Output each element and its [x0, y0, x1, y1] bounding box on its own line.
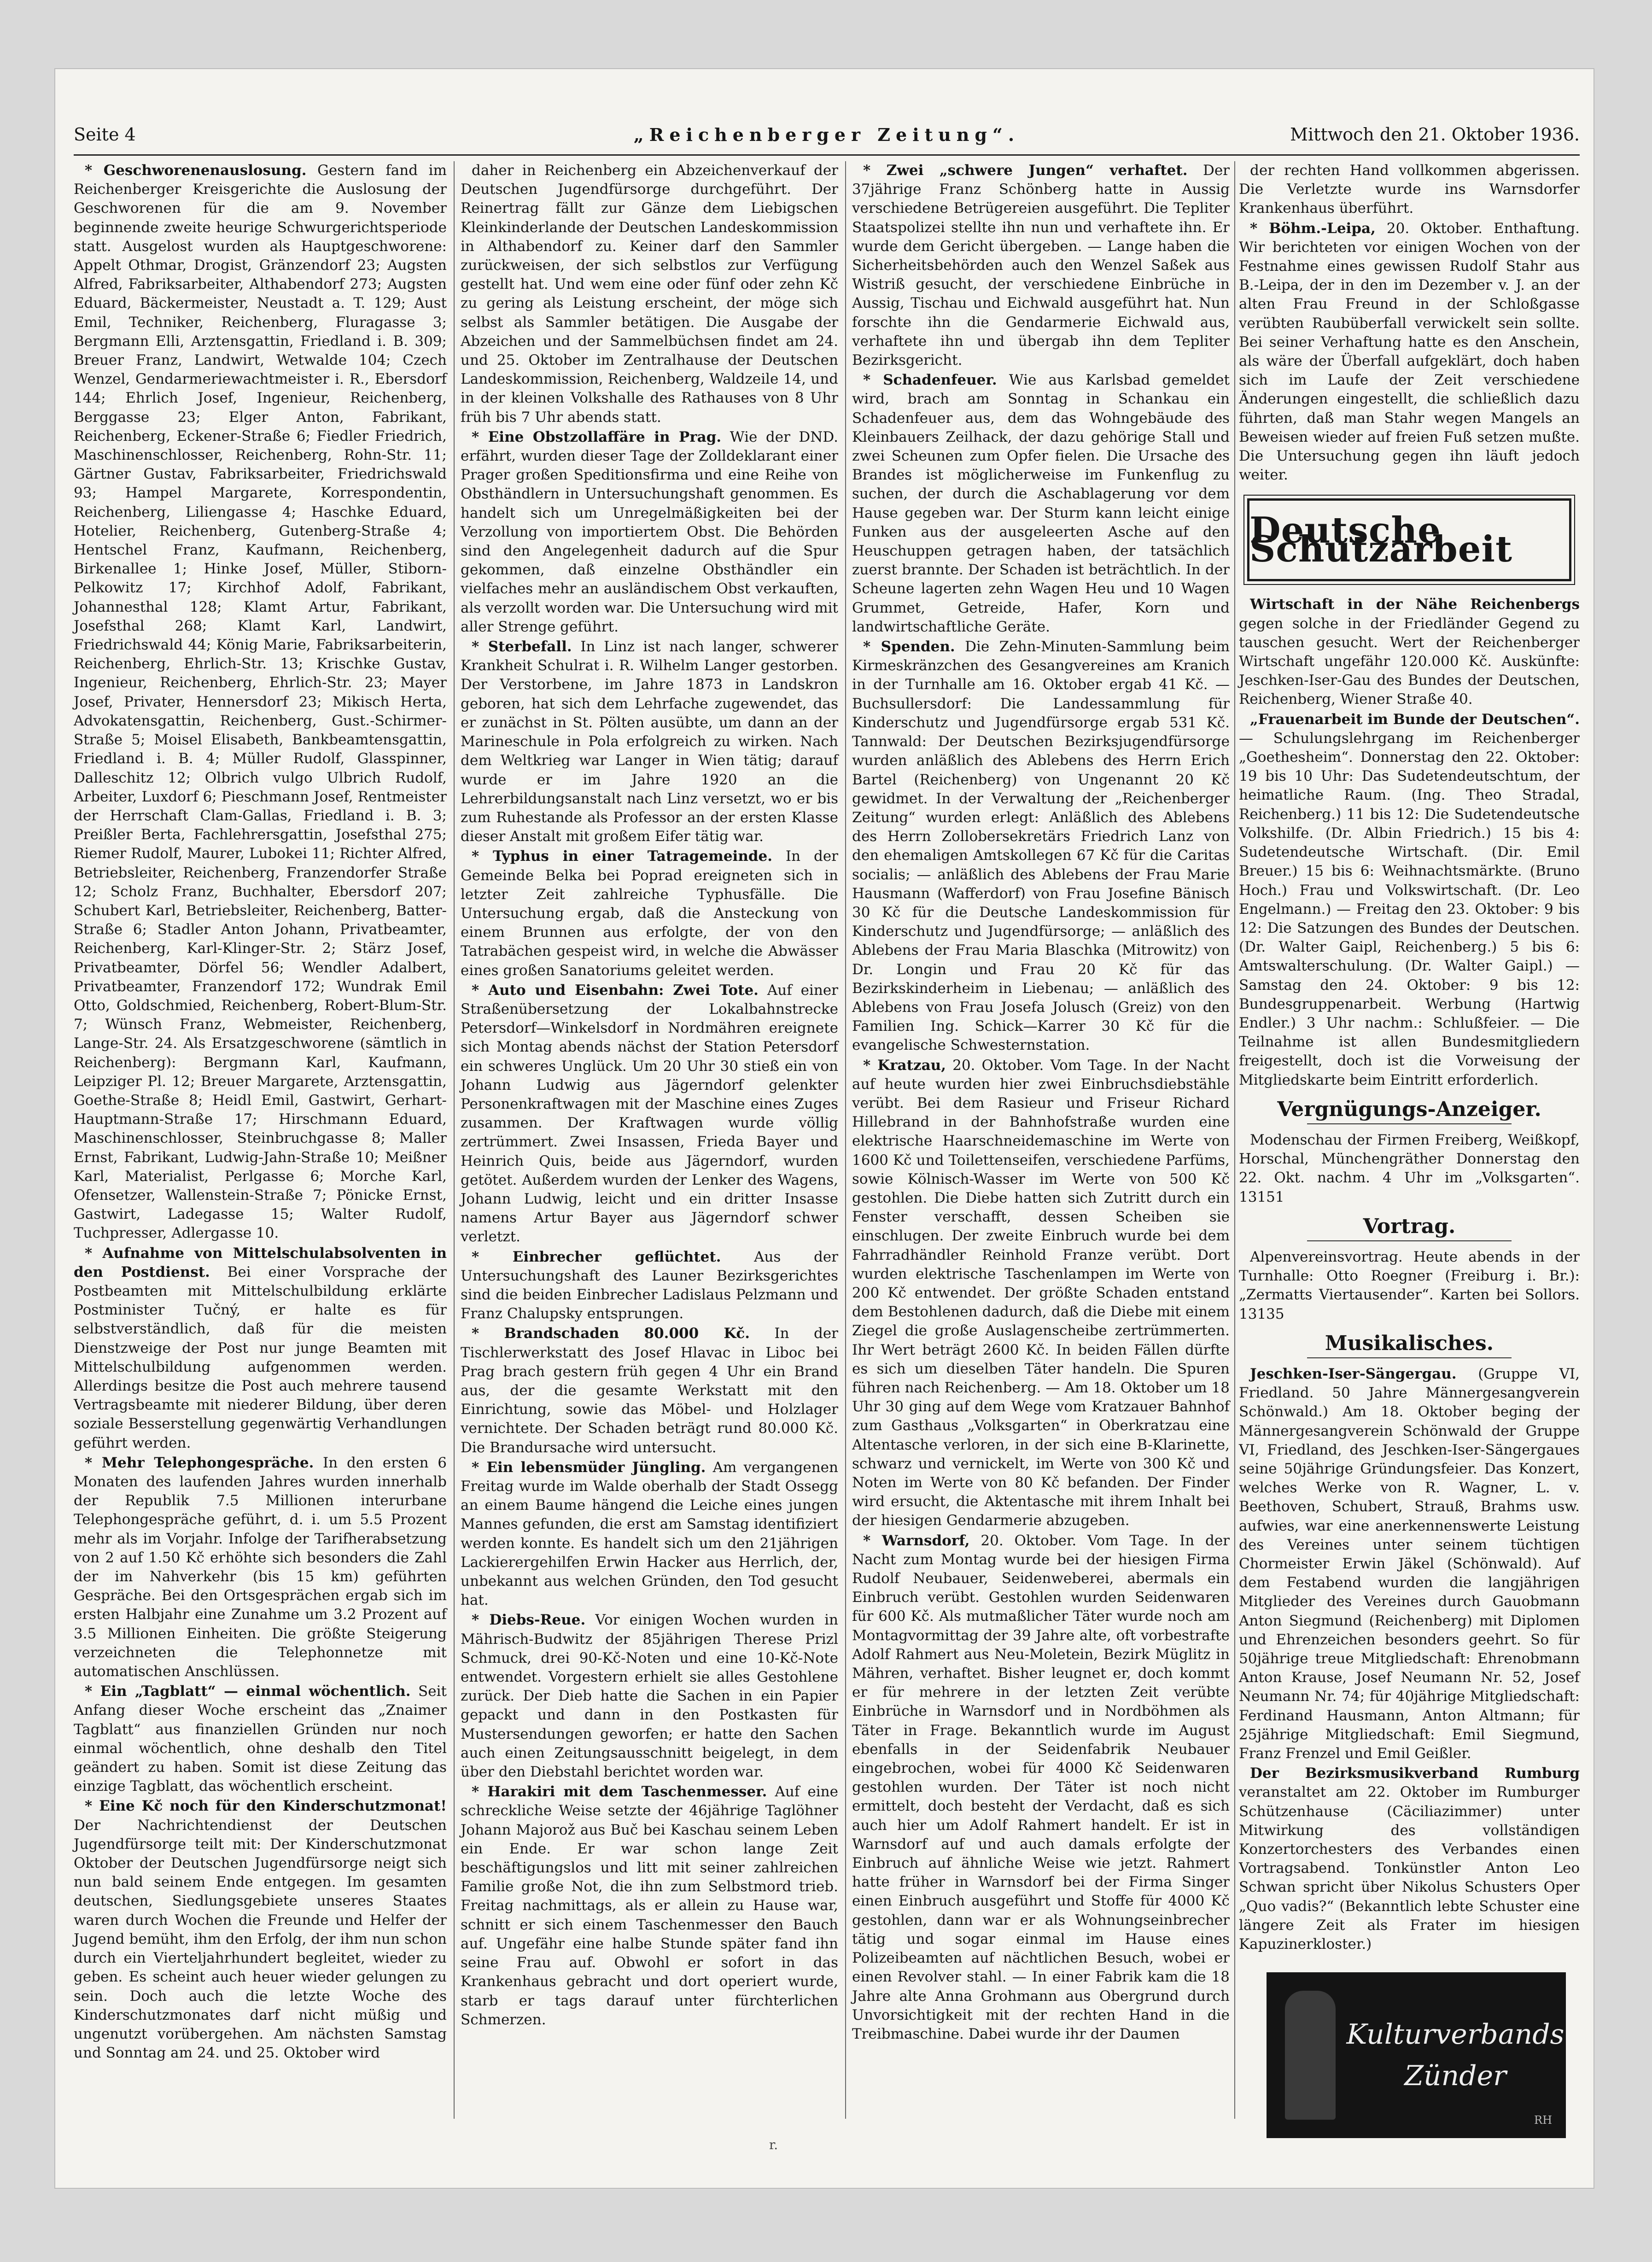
article-headline: * Ein lebensmüder Jüngling. [472, 1459, 706, 1476]
musik-items [1239, 1365, 1580, 1954]
ad-line-2: Zünder [1404, 2060, 1506, 2092]
article-headline: * Kratzau, [863, 1057, 946, 1074]
figure-illustration [1285, 1991, 1336, 2120]
article-paragraph [1239, 710, 1580, 1090]
article-text: Am vergangenen Freitag wurde im Walde oberhalb der Stadt Ossegg an einem Baume hängend die Leiche eines jungen Mannes gefunden, die erst am Samstag identifiziert werden konnte. Es handelt sich um den 21jährigen Lackierergehilfen Erwin Hacker aus Herrlich, der, unbekannt aus welchen Gründen, den Tod gesucht hat. [461, 1459, 838, 1609]
article-text: Der Nachrichtendienst der Deutschen Jugendfürsorge teilt mit: Der Kinderschutzmonat Oktober der Deutschen Jugendfürsorge neigt sich nun bald seinem Ende entgegen. Im gesamten deutschen, Siedlungsgebiete unseres Staates waren durch Wochen die Freunde und Helfer der Jugend bemüht, ihm den Erfolg, der ihm nun schon durch ein Vierteljahrhundert begleitet, wieder zu geben. Es scheint auch heuer wieder gelungen zu sein. Doch auch die letzte Woche des Kinderschutzmonates darf nicht müßig und ungenutzt vorübergehen. Am nächsten Samstag und Sonntag am 24. und 25. Oktober wird [74, 1817, 447, 2062]
ad-line-1: Kulturverbands [1346, 2018, 1564, 2051]
article-text: Die Zehn-Minuten-Sammlung beim Kirmeskränzchen des Gesangvereines am Kranich in der Turnhalle am 16. Oktober ergab 41 Kč. — Buchsullersdorf: Die Landessammlung für Kinderschutz und Jugendfürsorge ergab 531 Kč. Tannwald: Der Deutschen Bezirksjugendfürsorge wurden anläßlich des Ablebens des Herrn Erich Bartel (Reichenberg) von Ungenannt 20 Kč gewidmet. In der Verwaltung der „Reichenberger Zeitung“ wurden erlegt: Anläßlich des Ablebens des Herrn Zollobersekretärs Friedrich Lanz von den ehemaligen Amtskollegen 67 Kč für die Caritas socialis; — anläßlich des Ablebens der Frau Marie Hausmann (Wafferdorf) von Frau Josefine Bänisch 30 Kč für die Deutsche Landeskommission für Kinderschutz und Jugendfürsorge; — anläßlich des Ablebens der Frau Maria Blaschka (Mitrowitz) von Dr. Longin und Frau 20 Kč für das Bezirkskinderheim in Liebenau; — anläßlich des Ablebens von Frau Josefa Jolusch (Greiz) von den Familien Ing. Schick—Karrer 30 Kč für die evangelische Schwesternstation. [852, 638, 1230, 1054]
article-text: In der Gemeinde Belka bei Poprad ereigneten sich in letzter Zeit zahlreiche Typhusfälle. Die Untersuchung ergab, daß die Ansteckung von einem Brunnen aus erfolgte, der von den Tatrabächen gespeist wird, in welche die Abwässer eines großen Sanatoriums geleitet werden. [461, 848, 839, 979]
article-text: Wie der DND. erfährt, wurden dieser Tage der Zolldeklarant einer Prager großen Speditionsfirma und eine Reihe von Obsthändlern in Untersuchungshaft genommen. Es handelt sich um Unregelmäßigkeiten bei der Verzollung von importiertem Obst. Die Behörden sind den Angelegenheit dadurch auf die Spur gekommen, daß einzelne Obsthändler ein vielfaches mehr an ausländischem Obst verkauften, als verzollt worden war. Die Untersuchung wird mit aller Strenge geführt. [461, 428, 838, 635]
article-paragraph [461, 1611, 838, 1782]
musik-heading: Musikalisches. [1325, 1331, 1494, 1355]
article-paragraph [1239, 1764, 1580, 1954]
article-paragraph [1239, 595, 1580, 709]
article-paragraph [852, 637, 1230, 1055]
article-headline: Jeschken-Iser-Sängergau. [1250, 1365, 1457, 1382]
article-headline: * Auto und Eisenbahn: Zwei Tote. [472, 982, 759, 999]
article-text: Der 37jährige Franz Schönberg hatte in Aussig verschiedene Betrügereien ausgeführt. Die Tepliter Staatspolizei stellte ihn nun und verhaftete ihn. Er wurde dem Gericht übergeben. — Lange haben die Sicherheitsbehörden auch den Wenzel Saßek aus Wistriß gesucht, der verschiedene Einbrüche in Aussig, Tischau und Eichwald ausgeführt hat. Nun forschte ihn die Gendarmerie Eichwald aus, verhaftete ihn und übergab ihn dem Tepliter Bezirksgericht. [852, 162, 1230, 369]
article-paragraph [461, 981, 838, 1247]
article-paragraph [461, 161, 838, 427]
article-text: Auf einer Straßenübersetzung der Lokalbahnstrecke Petersdorf—Winkelsdorf in Nordmähren ereignete sich Montag abends nächst der Station Petersdorf ein schweres Unglück. Um 20 Uhr 30 stieß ein von Johann Ludwig aus Jägerndorf gelenkter Personenkraftwagen mit der Maschine eines Zuges zusammen. Der Kraftwagen wurde völlig zertrümmert. Zwei Insassen, Frieda Bayer und Heinrich Quis, beide aus Jägerndorf, wurden getötet. Außerdem wurden der Lenker des Wagens, Johann Ludwig, leicht und ein dritter Insasse namens Artur Bayer aus Jägerndorf schwer verletzt. [461, 982, 838, 1245]
article-paragraph [461, 1783, 838, 2029]
article-headline: * Harakiri mit dem Taschenmesser. [472, 1783, 767, 1800]
column-divider [1234, 161, 1235, 2119]
article-headline: * Diebs-Reue. [472, 1612, 586, 1629]
article-paragraph [74, 161, 447, 1243]
page-header [74, 124, 1580, 152]
article-text: gegen solche in der Friedländer Gegend zu tauschen gesucht. Wert der Reichenberger Wirtschaft ungefähr 120.000 Kč. Auskünfte: Jeschken-Iser-Gau des Bundes der Deutschen, Reichenberg, Wiener Straße 40. [1239, 615, 1580, 708]
article-text: In der Tischlerwerkstatt des Josef Hlavac in Liboc bei Prag brach gestern früh gegen 4 Uhr ein Brand aus, der die gesamte Werkstatt mit den Einrichtung, sowie das Möbel- und Holzlager vernichtete. Der Schaden beträgt rund 80.000 Kč. Die Brandursache wird untersucht. [461, 1325, 838, 1456]
column-4 [1239, 161, 1580, 2127]
article-headline: * Typhus in einer Tatragemeinde. [472, 848, 773, 865]
schutzarbeit-banner: Deutsche Schutzarbeit [1247, 498, 1571, 581]
article-text: Gestern fand im Reichenberger Kreisgerichte die Auslosung der Geschworenen für die am 9. November beginnende zweite heurige Schwurgerichtsperiode statt. Ausgelost wurden als Hauptgeschworene: Appelt Othmar, Drogist, Gränzendorf 23; Augsten Alfred, Fabriksarbeiter, Althabendorf 273; Augsten Eduard, Bäckermeister, Neustadt a. T. 129; Aust Emil, Techniker, Reichenberg, Fluragasse 3; Bergmann Elli, Arztensgattin, Friedland i. B. 309; Breuer Franz, Landwirt, Wetwalde 104; Czech Wenzel, Gendarmeriewachtmeister i. R., Ebersdorf 144; Ehrlich Josef, Ingenieur, Reichenberg, Berggasse 23; Elger Anton, Fabrikant, Reichenberg, Eckener-Straße 6; Fiedler Friedrich, Maschinenschlosser, Reichenberg, Rohn-Str. 11; Gärtner Gustav, Fabriksarbeiter, Friedrichswald 93; Hampel Margarete, Korrespondentin, Reichenberg, Liliengasse 4; Haschke Eduard, Hotelier, Reichenberg, Gutenberg-Straße 4; Hentschel Franz, Kaufmann, Reichenberg, Birkenallee 1; Hinke Josef, Müller, Stiborn-Pelkowitz 17; Kirchhof Adolf, Fabrikant, Johannesthal 128; Klamt Artur, Fabrikant, Josefsthal 268; Klamt Karl, Landwirt, Friedrichswald 44; König Marie, Fabriksarbeiterin, Reichenberg, Ehrlich-Str. 13; Krischke Gustav, Ingenieur, Reichenberg, Ehrlich-Str. 23; Mayer Josef, Privater, Hennersdorf 23; Mikisch Herta, Advokatensgattin, Reichenberg, Gust.-Schirmer-Straße 5; Moisel Elisabeth, Bankbeamtensgattin, Friedland i. B. 4; Müller Rudolf, Glasspinner, Dalleschitz 12; Olbrich vulgo Ulbrich Rudolf, Arbeiter, Luxdorf 6; Pieschmann Josef, Rentmeister der Herrschaft Clam-Gallas, Friedland i. B. 3; Preißler Berta, Fachlehrersgattin, Josefsthal 275; Riemer Rudolf, Maurer, Lubokei 11; Richter Alfred, Betriebsleiter, Reichenberg, Franzendorfer Straße 12; Scholz Franz, Buchhalter, Ebersdorf 207; Schubert Karl, Betriebsleiter, Reichenberg, Batter-Straße 6; Stadler Anton Johann, Privatbeamter, Reichenberg, Karl-Klinger-Str. 2; Stärz Josef, Privatbeamter, Dörfel 56; Wendler Adalbert, Privatbeamter, Franzendorf 172; Wundrak Emil Otto, Goldschmied, Reichenberg, Robert-Blum-Str. 7; Wünsch Franz, Webmeister, Reichenberg, Lange-Str. 24. Als Ersatzgeschworene (sämtlich in Reichenberg): Bergmann Karl, Kaufmann, Leipziger Pl. 12; Breuer Margarete, Arztensgattin, Goethe-Straße 8; Heidl Emil, Gastwirt, Gerhart-Hauptmann-Straße 17; Hirschmann Eduard, Maschinenschlosser, Steinbruchgasse 8; Maller Ernst, Fabrikant, Ludwig-Jahn-Straße 10; Meißner Karl, Materialist, Perlgasse 6; Morche Karl, Ofensetzer, Wallenstein-Straße 7; Pönicke Ernst, Gastwirt, Ladegasse 15; Walter Rudolf, Tuchpresser, Adlergasse 10. [74, 162, 447, 1242]
article-paragraph [461, 847, 838, 980]
article-text: 20. Oktober. Vom Tage. In der Nacht auf heute wurden hier zwei Einbruchsdiebstähle verübt. Bei dem Rasieur und Friseur Richard Hillebrand in der Bahnhofstraße wurden eine elektrische Haarschneidemaschine im Werte von 1600 Kč und Toilettenseifen, verschiedene Parfüms, sowie Kölnisch-Wasser im Werte von 500 Kč gestohlen. Die Diebe hatten sich Zutritt durch ein Fenster verschafft, dessen Scheiben sie einschlugen. Der zweite Einbruch wurde bei dem Fahrradhändler Reinhold Franze verübt. Dort wurden elektrische Taschenlampen im Werte von 200 Kč entwendet. Der größte Schaden entstand dem Bestohlenen dadurch, daß die Diebe mit einem Ziegel die große Auslagenscheibe zertrümmerten. Ihr Wert beträgt 2600 Kč. In beiden Fällen dürfte es sich um dieselben Täter handeln. Die Spuren führen nach Reichenberg. — Am 18. Oktober um 18 Uhr 30 ging auf dem Wege vom Kratzauer Bahnhof zum Gasthaus „Volksgarten“ in Oberkratzau eine Altentasche verloren, in der sich eine B-Klarinette, schwarz und vernickelt, im Werte von 300 Kč und Noten im Werte von 80 Kč befanden. Der Finder wird ersucht, die Aktentasche mit ihrem Inhalt bei der hiesigen Gendarmerie abzugeben. [852, 1057, 1230, 1529]
article-paragraph [1239, 1365, 1580, 1763]
article-paragraph [461, 1458, 838, 1610]
article-paragraph [74, 1454, 447, 1681]
article-text: Seit Anfang dieser Woche erscheint das „Znaimer Tagblatt“ aus finanziellen Gründen nur noch einmal wöchentlich, ohne deshalb den Titel geändert zu haben. Somit ist diese Zeitung das einzige Tagblatt, das wöchentlich erscheint. [74, 1683, 447, 1795]
schutzarbeit-items [1239, 595, 1580, 1089]
vortrag-heading: Vortrag. [1363, 1214, 1456, 1238]
article-text: Vor einigen Wochen wurden in Mährisch-Budwitz der 85jährigen Therese Prizl Schmuck, drei 90-Kč-Noten und eine 10-Kč-Note entwendet. Vorgestern erhielt sie alles Gestohlene zurück. Der Dieb hatte die Sachen in ein Papier gepackt und dann in den Postkasten für Mustersendungen geworfen; er hatte den Sachen auch einen Zeitungsausschnitt beigelegt, in dem über den Diebstahl berichtet worden war. [461, 1612, 838, 1781]
article-paragraph [461, 1248, 838, 1324]
article-headline: * Eine Kč noch für den Kinderschutzmonat! [85, 1798, 447, 1815]
article-text: Bei einer Vorsprache der Postbeamten mit Mittelschulbildung erklärte Postminister Tučný, er halte es für selbstverständlich, daß für die meisten Dienstzweige der Post nur junge Beamten mit Mittelschulbildung aufgenommen werden. Allerdings besitze die Post auch mehrere tausend Vertragsbeamte mit niederer Bildung, über deren soziale Besserstellung gegenwärtig Verhandlungen geführt werden. [74, 1263, 447, 1451]
article-text: In den ersten 6 Monaten des laufenden Jahres wurden innerhalb der Republik 7.5 Millionen interurbane Telephongespräche geführt, d. i. um 5.5 Prozent mehr als im Vorjahr. Infolge der Tarifherabsetzung von 2 auf 1.50 Kč erhöhte sich besonders die Zahl der im Nahverkehr (bis 15 km) geführten Gespräche. Bei den Ortsgesprächen ergab sich im ersten Halbjahr eine Zunahme um 3.2 Prozent auf 3.5 Millionen Einheiten. Die größte Steigerung verzeichneten die Telephonnetze mit automatischen Anschlüssen. [74, 1454, 447, 1680]
masthead: „Reichenberger Zeitung“. [633, 124, 1020, 145]
article-headline: „Frauenarbeit im Bunde der Deutschen“. [1250, 711, 1580, 728]
article-paragraph [852, 161, 1230, 370]
article-headline: * Zwei „schwere Jungen“ verhaftet. [863, 162, 1188, 179]
article-text: (Gruppe VI, Friedland. 50 Jahre Männergesangverein Schönwald.) Am 18. Oktober beging der Männergesangverein Schönwald der Gruppe VI, Friedland, des Jeschken-Iser-Sängergaues seine 50jährige Gründungsfeier. Das Konzert, welches Werke von R. Wagner, L. v. Beethoven, Schubert, Strauß, Brahms usw. aufwies, war eine anerkennenswerte Leistung des Vereines unter seinem tüchtigen Chormeister Erwin Jäkel (Schönwald). Auf dem Festabend wurden die langjährigen Mitglieder des Vereines durch Gauobmann Anton Siegmund (Reichenberg) mit Diplomen und Ehrenzeichen besonders geehrt. So für 50jährige treue Mitgliedschaft: Ehrenobmann Anton Krause, Josef Neumann Nr. 52, Josef Neumann Nr. 74; für 40jährige Mitgliedschaft: Ferdinand Hausmann, Anton Altmann; für 25jährige Mitgliedschaft: Emil Siegmund, Franz Frenzel und Emil Geißler. [1239, 1365, 1580, 1762]
article-headline: * Geschworenenauslosung. [85, 162, 307, 179]
article-headline: * Schadenfeuer. [863, 372, 997, 389]
article-paragraph [1239, 161, 1580, 218]
article-paragraph [74, 1797, 447, 2063]
article-text: In Linz ist nach langer, schwerer Krankheit Schulrat i. R. Wilhelm Langer gestorben. Der Verstorbene, im Jahre 1873 in Landskron geboren, hat sich dem Lehrfache zugewendet, das er zunächst in St. Pölten ausübte, um dann an der Marineschule in Pola erfolgreich zu wirken. Nach dem Weltkrieg war Langer in Wien tätig; darauf wurde er im Jahre 1920 an die Lehrerbildungsanstalt nach Linz versetzt, wo er bis zum Ruhestande als Professor an der ersten Klasse dieser Anstalt mit großem Eifer tätig war. [461, 638, 838, 845]
article-paragraph [461, 1324, 838, 1457]
column-1 [74, 161, 447, 2119]
article-headline: * Warnsdorf, [863, 1532, 970, 1549]
vergnuegen-notice: Modenschau der Firmen Freiberg, Weißkopf, Horschal, Münchengräther Donnerstag den 22. Okt. nachm. 4 Uhr im „Volksgarten“. 13151 [1239, 1131, 1580, 1205]
article-paragraph [74, 1682, 447, 1796]
issue-date: Mittwoch den 21. Oktober 1936. [1290, 124, 1580, 145]
zuender-advertisement [1267, 1972, 1566, 2138]
column-4-articles [1239, 161, 1580, 485]
article-headline: * Ein „Tagblatt“ — einmal wöchentlich. [85, 1683, 411, 1700]
column-divider [845, 161, 846, 2119]
footer-mark: r. [769, 2137, 778, 2152]
article-headline: * Böhm.-Leipa, [1250, 220, 1376, 237]
article-headline: Wirtschaft in der Nähe Reichenbergs [1250, 596, 1580, 613]
page-number: Seite 4 [74, 124, 136, 145]
article-text: veranstaltet am 22. Oktober im Rumburger Schützenhause (Cäciliazimmer) unter Mitwirkung des vollständigen Konzertorchesters des Verbandes einen Vortragsabend. Tonkünstler Anton Leo Schwan spricht über Nikolus Schusters Oper „Quo vadis?“ (Bekanntlich lebte Schuster eine längere Zeit als Frater im hiesigen Kapuzinerkloster.) [1239, 1784, 1580, 1953]
article-headline: * Aufnahme von Mittelschulabsolventen in den Postdienst. [74, 1245, 447, 1280]
article-text: — Schulungslehrgang im Reichenberger „Goethesheim“. Donnerstag den 22. Oktober: 19 bis 10 Uhr: Das Sudetendeutschtum, der heimatliche Raum. (Ing. Theo Stradal, Reichenberg.) 11 bis 12: Die Sudetendeutsche Volkshilfe. (Dr. Albin Friedrich.) 15 bis 4: Sudetendeutsche Wirtschaft. (Dir. Emil Breuer.) 15 bis 6: Weihnachtsmärkte. (Bruno Hoch.) Frau und Volkswirtschaft. (Dr. Leo Engelmann.) — Freitag den 23. Oktober: 9 bis 12: Die Satzungen des Bundes der Deutschen. (Dr. Walter Gaipl, Reichenberg.) 5 bis 6: Amtswalterschulung. (Dr. Walter Gaipl.) — Samstag den 24. Oktober: 9 bis 12: Bundesgruppenarbeit. Werbung (Hartwig Endler.) 3 Uhr nachm.: Schlußfeier. — Die Teilnahme ist allen Bundesmitgliedern freigestellt, doch ist die Vorweisung der Mitgliedskarte beim Eintritt erforderlich. [1239, 730, 1580, 1088]
article-text: Wie aus Karlsbad gemeldet wird, brach am Sonntag in Schankau ein Schadenfeuer aus, dem das Wohngebäude des Kleinbauers Zeilhack, der dazu gehörige Stall und zwei Scheunen zum Opfer fielen. Die Ursache des Brandes ist möglicherweise im Funkenflug zu suchen, der durch die Aschablagerung vor dem Hause gegeben war. Der Sturm kann leicht einige Funken aus der ausgeleerten Asche auf den Heuschuppen getragen haben, der tatsächlich zuerst brannte. Der Schaden ist beträchtlich. In der Scheune lagerten zehn Wagen Heu und 10 Wagen Grummet, Getreide, Hafer, Korn und landwirtschaftliche Geräte. [852, 372, 1230, 635]
article-paragraph [74, 1244, 447, 1453]
article-headline: * Spenden. [863, 638, 955, 655]
article-headline: * Eine Obstzollaffäre in Prag. [472, 428, 722, 445]
ad-signature: RH [1534, 2114, 1552, 2127]
column-2 [461, 161, 838, 2119]
column-divider [454, 161, 455, 2119]
article-text: 20. Oktober. Enthaftung. Wir berichteten vor einigen Wochen von der Festnahme eines gewissen Rudolf Stahr aus B.-Leipa, der in den im Dezember v. J. an der alten Frau Freund in der Schloßgasse verübten Raubüberfall verwickelt sein sollte. Bei seiner Verhaftung hatte es den Anschein, als wäre der Überfall aufgeklärt, doch haben sich im Laufe der Zeit verschiedene Änderungen eingestellt, die schließlich dazu führten, daß man Stahr wegen Mangels an Beweisen wieder auf freien Fuß setzen mußte. Die Untersuchung gegen ihn läuft jedoch weiter. [1239, 220, 1580, 484]
section-rule [1307, 1240, 1512, 1241]
article-headline: * Sterbefall. [472, 638, 572, 655]
article-paragraph [852, 1056, 1230, 1531]
article-paragraph [461, 637, 838, 846]
column-3 [852, 161, 1230, 2119]
article-text: der rechten Hand vollkommen abgerissen. Die Verletzte wurde ins Warnsdorfer Krankenhaus überführt. [1239, 162, 1580, 217]
article-text: daher in Reichenberg ein Abzeichenverkauf der Deutschen Jugendfürsorge durchgeführt. Der Reinertrag fällt zur Gänze dem Liebigschen Kleinkinderlande der Deutschen Landeskommission in Althabendorf zu. Keiner darf den Sammler zurückweisen, der sich selbstlos zur Verfügung gestellt hat. Und wem eine oder fünf oder zehn Kč zu gering als Leistung erscheint, der möge sich selbst als Sammler betätigen. Die Ausgabe der Abzeichen und der Sammelbüchsen findet am 24. und 25. Oktober im Zentralhause der Deutschen Landeskommission, Reichenberg, Waldzeile 14, und in der kleinen Volkshalle des Rathauses von 8 Uhr früh bis 7 Uhr abends statt. [461, 162, 838, 426]
vortrag-notice: Alpenvereinsvortrag. Heute abends in der Turnhalle: Otto Roegner (Freiburg i. Br.): „Zermatts Viertausender“. Karten bei Sollors. 13135 [1239, 1248, 1580, 1322]
section-rule [1307, 1123, 1512, 1124]
vergnuegen-heading: Vergnügungs-Anzeiger. [1277, 1097, 1541, 1121]
article-headline: * Brandschaden 80.000 Kč. [472, 1325, 750, 1342]
article-headline: * Einbrecher geflüchtet. [472, 1248, 721, 1265]
article-paragraph [461, 428, 838, 637]
article-text: 20. Oktober. Vom Tage. In der Nacht zum Montag wurde bei der hiesigen Firma Rudolf Neubauer, Seidenweberei, abermals ein Einbruch verübt. Gestohlen wurden Seidenwaren für 600 Kč. Als mutmaßlicher Täter wurde noch am Montagvormittag der 39 Jahre alte, oft vorbestrafte Adolf Rahmert aus Neu-Moletein, Bezirk Müglitz in Mähren, verhaftet. Bisher leugnet er, doch kommt er für mehrere in der letzten Zeit verübte Einbrüche in Warnsdorf und in Nordböhmen als Täter in Frage. Bekanntlich wurde im August ebenfalls in der Seidenfabrik Neubauer eingebrochen, wobei für 4000 Kč Seidenwaren gestohlen wurden. Der Täter ist noch nicht ermittelt, doch besteht der Verdacht, daß es sich auch hier um Adolf Rahmert handelt. Er ist in Warnsdorf auf und auch damals erfolgte der Einbruch auf ähnliche Weise wie jetzt. Rahmert hatte früher in Warnsdorf bei der Firma Singer einen Einbruch ausgeführt und Stoffe für 4000 Kč gestohlen, dann war er als Wohnungseinbrecher tätig und sogar einmal im Hause eines Polizeibeamten auf nächtlichen Besuch, wobei er einen Revolver stahl. — In einer Fabrik kam die 18 Jahre alte Anna Grohmann aus Obergrund durch Unvorsichtigkeit mit der rechten Hand in die Treibmaschine. Dabei wurde ihr der Daumen [852, 1532, 1230, 2042]
article-paragraph [852, 371, 1230, 637]
article-paragraph [852, 1531, 1230, 2044]
article-text: Aus der Untersuchungshaft des Launer Bezirksgerichtes sind die beiden Einbrecher Ladislaus Pelzmann und Franz Chalupsky entsprungen. [461, 1248, 838, 1322]
article-headline: * Mehr Telephongespräche. [85, 1454, 314, 1471]
article-paragraph [1239, 219, 1580, 485]
article-headline: Der Bezirksmusikverband Rumburg [1250, 1765, 1580, 1782]
ad-text [1345, 2014, 1566, 2097]
header-rule [74, 154, 1580, 156]
article-text: Auf eine schreckliche Weise setzte der 46jährige Taglöhner Johann Majorož aus Buč bei Kaschau seinem Leben ein Ende. Er war schon lange Zeit beschäftigungslos und litt mit seiner zahlreichen Familie große Not, die ihn zum Selbstmord trieb. Freitag nachmittags, als er allein zu Hause war, schnitt er sich einem Taschenmesser den Bauch auf. Ungefähr eine halbe Stunde später fand ihn seine Frau auf. Obwohl er sofort in das Krankenhaus gebracht und dort operiert wurde, starb er tags darauf unter fürchterlichen Schmerzen. [461, 1783, 838, 2028]
section-rule [1307, 1357, 1512, 1358]
